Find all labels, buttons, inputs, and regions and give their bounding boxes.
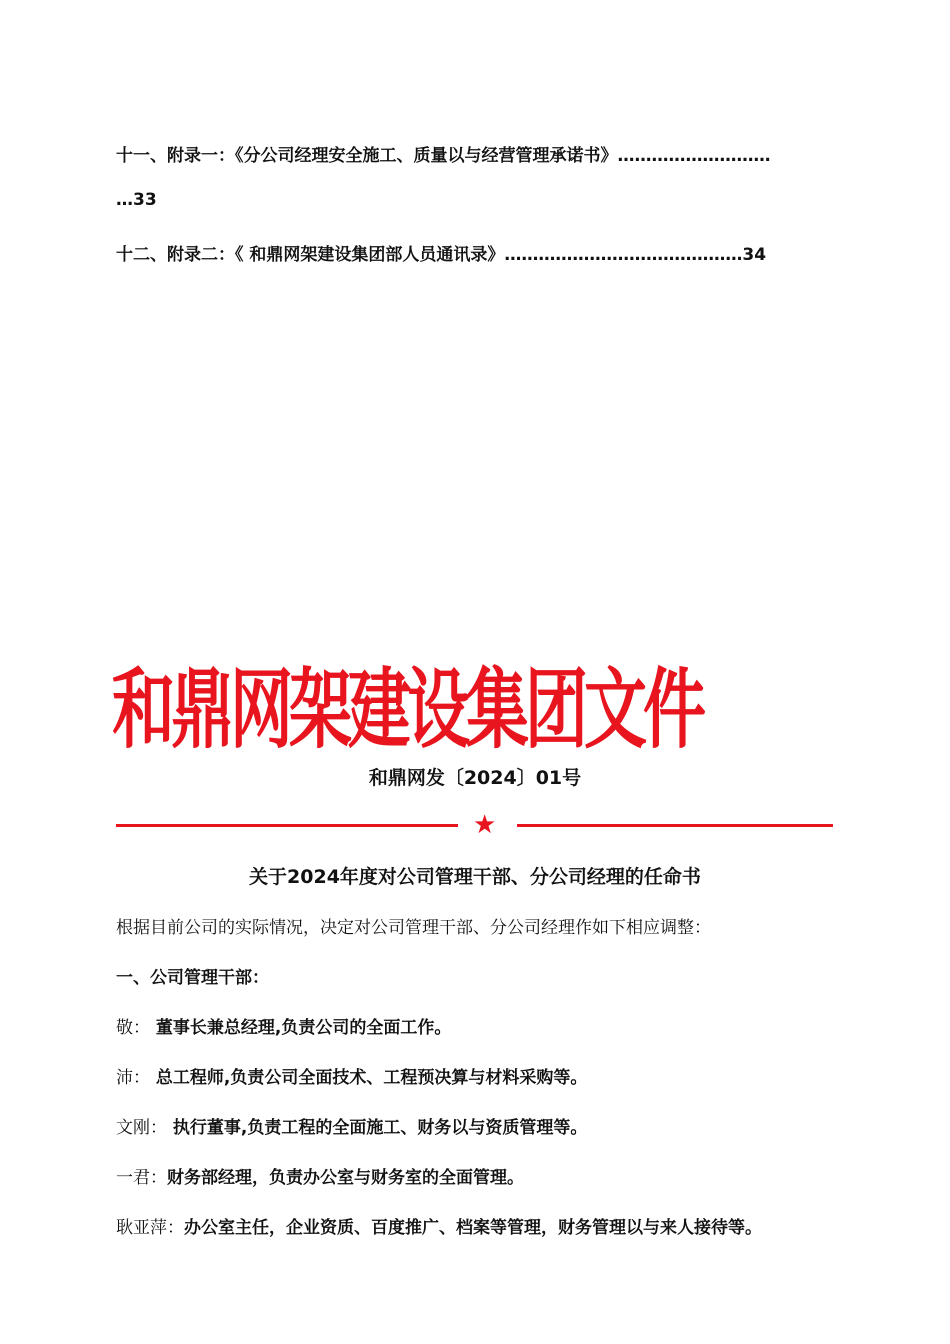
appointment-row bbox=[116, 1013, 451, 1038]
appointee-duty: 总工程师,负责公司全面技术、工程预决算与材料采购等。 bbox=[150, 1068, 588, 1088]
appointee-name: 文刚： bbox=[116, 1118, 167, 1138]
toc-item-appendix-1-page[interactable]: …33 bbox=[116, 190, 157, 210]
appointee-duty: 执行董事,负责工程的全面施工、财务以与资质管理等。 bbox=[167, 1118, 588, 1138]
appointee-name: 沛： bbox=[116, 1068, 150, 1088]
star-icon: ★ bbox=[473, 810, 497, 840]
divider-line-left bbox=[116, 824, 458, 827]
toc-item-appendix-2[interactable]: 十二、附录二：《 和鼎网架建设集团部人员通讯录》……………………………………34 bbox=[116, 245, 767, 265]
appointee-duty: 办公室主任，企业资质、百度推广、档案等管理，财务管理以与来人接待等。 bbox=[184, 1218, 762, 1238]
appointment-row bbox=[116, 1063, 587, 1088]
appointment-row bbox=[116, 1213, 762, 1238]
appointee-name: 一君： bbox=[116, 1168, 167, 1188]
notice-title: 关于2024年度对公司管理干部、分公司经理的任命书 bbox=[249, 866, 701, 888]
toc-item-appendix-1[interactable]: 十一、附录一：《分公司经理安全施工、质量以与经营管理承诺书》……………………… bbox=[116, 146, 771, 166]
document-banner-title: 和鼎网架建设集团文件 bbox=[112, 659, 702, 761]
appointment-row bbox=[116, 1163, 524, 1188]
appointee-duty: 董事长兼总经理,负责公司的全面工作。 bbox=[150, 1018, 452, 1038]
appointee-name: 敬： bbox=[116, 1018, 150, 1038]
appointee-name: 耿亚萍： bbox=[116, 1218, 184, 1238]
divider-line-right bbox=[517, 824, 833, 827]
appointment-row bbox=[116, 1113, 587, 1138]
notice-intro: 根据目前公司的实际情况，决定对公司管理干部、分公司经理作如下相应调整： bbox=[116, 918, 711, 938]
appointee-duty: 财务部经理，负责办公室与财务室的全面管理。 bbox=[167, 1168, 524, 1188]
section-heading: 一、公司管理干部： bbox=[116, 968, 269, 988]
document-number: 和鼎网发〔2024〕01号 bbox=[368, 767, 582, 789]
